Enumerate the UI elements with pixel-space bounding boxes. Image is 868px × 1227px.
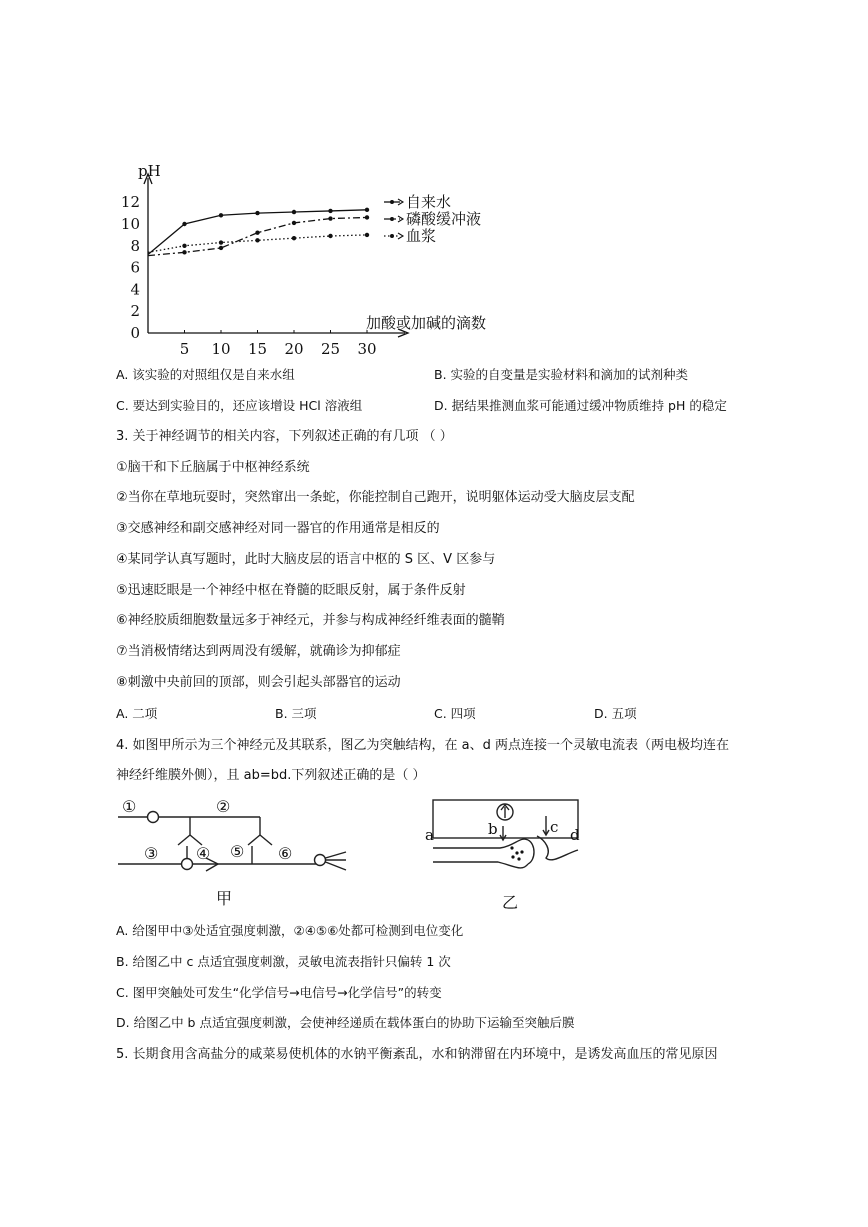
ph-line-chart bbox=[110, 150, 530, 355]
q3-item-2: ②当你在草地玩耍时，突然窜出一条蛇，你能控制自己跑开，说明躯体运动受大脑皮层支配 bbox=[116, 490, 635, 505]
q4-option-c: C. 图甲突触处可发生“化学信号→电信号→化学信号”的转变 bbox=[116, 985, 442, 1000]
legend-arrow-1 bbox=[398, 216, 403, 222]
series-line-2 bbox=[148, 235, 367, 252]
jia-label-4: ④ bbox=[196, 844, 211, 863]
q3-option-d: D. 五项 bbox=[594, 706, 637, 721]
y-tick-label: 10 bbox=[120, 215, 140, 233]
data-point bbox=[255, 238, 259, 242]
y-tick-label: 2 bbox=[130, 302, 140, 321]
q2-option-b: B. 实验的自变量是实验材料和滴加的试剂种类 bbox=[434, 367, 689, 382]
data-point bbox=[219, 240, 223, 244]
x-tick-label: 20 bbox=[284, 340, 304, 355]
q2-option-c: C. 要达到实验目的，还应该增设 HCl 溶液组 bbox=[116, 398, 363, 413]
jia-label-6: ⑥ bbox=[278, 844, 293, 863]
q4-option-d: D. 给图乙中 b 点适宜强度刺激，会使神经递质在载体蛋白的协助下运输至突触后膜 bbox=[116, 1015, 575, 1030]
q3-item-8: ⑧刺激中央前回的顶部，则会引起头部器官的运动 bbox=[116, 675, 401, 690]
legend-marker-0 bbox=[390, 200, 394, 204]
x-tick-label: 5 bbox=[179, 340, 190, 355]
legend-arrow-2 bbox=[398, 233, 403, 239]
data-point bbox=[182, 250, 186, 254]
legend-label-1: 磷酸缓冲液 bbox=[406, 210, 482, 228]
y-axis-label: pH bbox=[138, 162, 161, 180]
q3-item-4: ④某同学认真写题时，此时大脑皮层的语言中枢的 S 区、V 区参与 bbox=[116, 552, 496, 567]
data-point bbox=[292, 221, 296, 225]
data-point bbox=[328, 234, 332, 238]
vesicle-dot bbox=[511, 855, 514, 858]
jia-label-1: ① bbox=[122, 797, 137, 816]
q3-item-5: ⑤迅速眨眼是一个神经中枢在脊髓的眨眼反射，属于条件反射 bbox=[116, 583, 466, 598]
yi-label-d: d bbox=[570, 826, 580, 844]
data-point bbox=[365, 208, 369, 212]
q2-option-a: A. 该实验的对照组仅是自来水组 bbox=[116, 367, 295, 382]
vesicle-dot bbox=[515, 851, 518, 854]
y-tick-label: 0 bbox=[130, 324, 140, 342]
x-tick-labels bbox=[180, 330, 377, 355]
q3-item-7: ⑦当消极情绪达到两周没有缓解，就确诊为抑郁症 bbox=[116, 644, 401, 659]
data-point bbox=[255, 211, 259, 215]
chart-axes bbox=[144, 174, 408, 337]
yi-caption: 乙 bbox=[502, 893, 519, 912]
q3-option-c: C. 四项 bbox=[434, 706, 476, 721]
neuron-figures bbox=[110, 790, 610, 915]
q3-option-b: B. 三项 bbox=[275, 706, 317, 721]
data-point bbox=[292, 210, 296, 214]
yi-label-b: b bbox=[488, 820, 498, 838]
series-lines bbox=[148, 208, 369, 256]
data-point bbox=[292, 236, 296, 240]
q3-item-3: ③交感神经和副交感神经对同一器官的作用通常是相反的 bbox=[116, 521, 440, 536]
q4-option-b: B. 给图乙中 c 点适宜强度刺激，灵敏电流表指针只偏转 1 次 bbox=[116, 954, 451, 969]
y-tick-label: 12 bbox=[120, 193, 140, 212]
vesicle-dot bbox=[510, 846, 513, 849]
vesicle-dot bbox=[517, 857, 520, 860]
series-line-1 bbox=[148, 217, 367, 255]
jia-caption: 甲 bbox=[216, 889, 233, 908]
data-point bbox=[328, 209, 332, 213]
y-tick-labels bbox=[121, 193, 140, 342]
q4-stem-line1: 4. 如图甲所示为三个神经元及其联系，图乙为突触结构，在 a、d 两点连接一个灵敏电流表（两电极均连在 bbox=[116, 738, 730, 753]
data-point bbox=[219, 246, 223, 250]
x-tick-label: 15 bbox=[247, 340, 268, 355]
jia-label-2: ② bbox=[216, 797, 231, 816]
y-tick-label: 8 bbox=[130, 236, 140, 255]
data-point bbox=[255, 231, 259, 235]
vesicle-dot bbox=[520, 850, 523, 853]
legend-label-0: 自来水 bbox=[406, 193, 452, 211]
data-point bbox=[219, 213, 223, 217]
q3-item-6: ⑥神经胶质细胞数量远多于神经元，并参与构成神经纤维表面的髓鞘 bbox=[116, 613, 505, 628]
jia-label-5: ⑤ bbox=[230, 842, 245, 861]
q2-option-d: D. 据结果推测血浆可能通过缓冲物质维持 pH 的稳定 bbox=[434, 398, 727, 413]
q4-stem-line2: 神经纤维膜外侧），且 ab=bd.下列叙述正确的是（ ） bbox=[116, 768, 426, 783]
yi-label-c: c bbox=[550, 818, 559, 836]
data-point bbox=[365, 233, 369, 237]
x-tick-label: 10 bbox=[211, 340, 231, 355]
yi-label-a: a bbox=[425, 826, 434, 844]
q5-stem-line1: 5. 长期食用含高盐分的咸菜易使机体的水钠平衡紊乱，水和钠滞留在内环境中，是诱发高血压的常见原因 bbox=[116, 1047, 718, 1062]
legend-label-2: 血浆 bbox=[406, 227, 437, 245]
y-tick-label: 4 bbox=[130, 280, 140, 299]
x-tick-label: 30 bbox=[357, 340, 377, 355]
data-point bbox=[182, 222, 186, 226]
q3-item-1: ①脑干和下丘脑属于中枢神经系统 bbox=[116, 460, 310, 475]
data-point bbox=[328, 216, 332, 220]
q3-stem: 3. 关于神经调节的相关内容，下列叙述正确的有几项 （ ） bbox=[116, 429, 453, 444]
x-tick-label: 25 bbox=[320, 340, 341, 355]
legend-marker-2 bbox=[390, 234, 394, 238]
legend-marker-1 bbox=[390, 217, 394, 221]
data-point bbox=[182, 244, 186, 248]
data-point bbox=[365, 215, 369, 219]
y-tick-label: 6 bbox=[130, 258, 140, 277]
x-axis-label: 加酸或加碱的滴数 bbox=[366, 314, 487, 332]
q4-option-a: A. 给图甲中③处适宜强度刺激，②④⑤⑥处都可检测到电位变化 bbox=[116, 923, 464, 938]
q3-option-a: A. 二项 bbox=[116, 706, 158, 721]
jia-label-3: ③ bbox=[144, 844, 159, 863]
chart-legend bbox=[384, 193, 481, 245]
